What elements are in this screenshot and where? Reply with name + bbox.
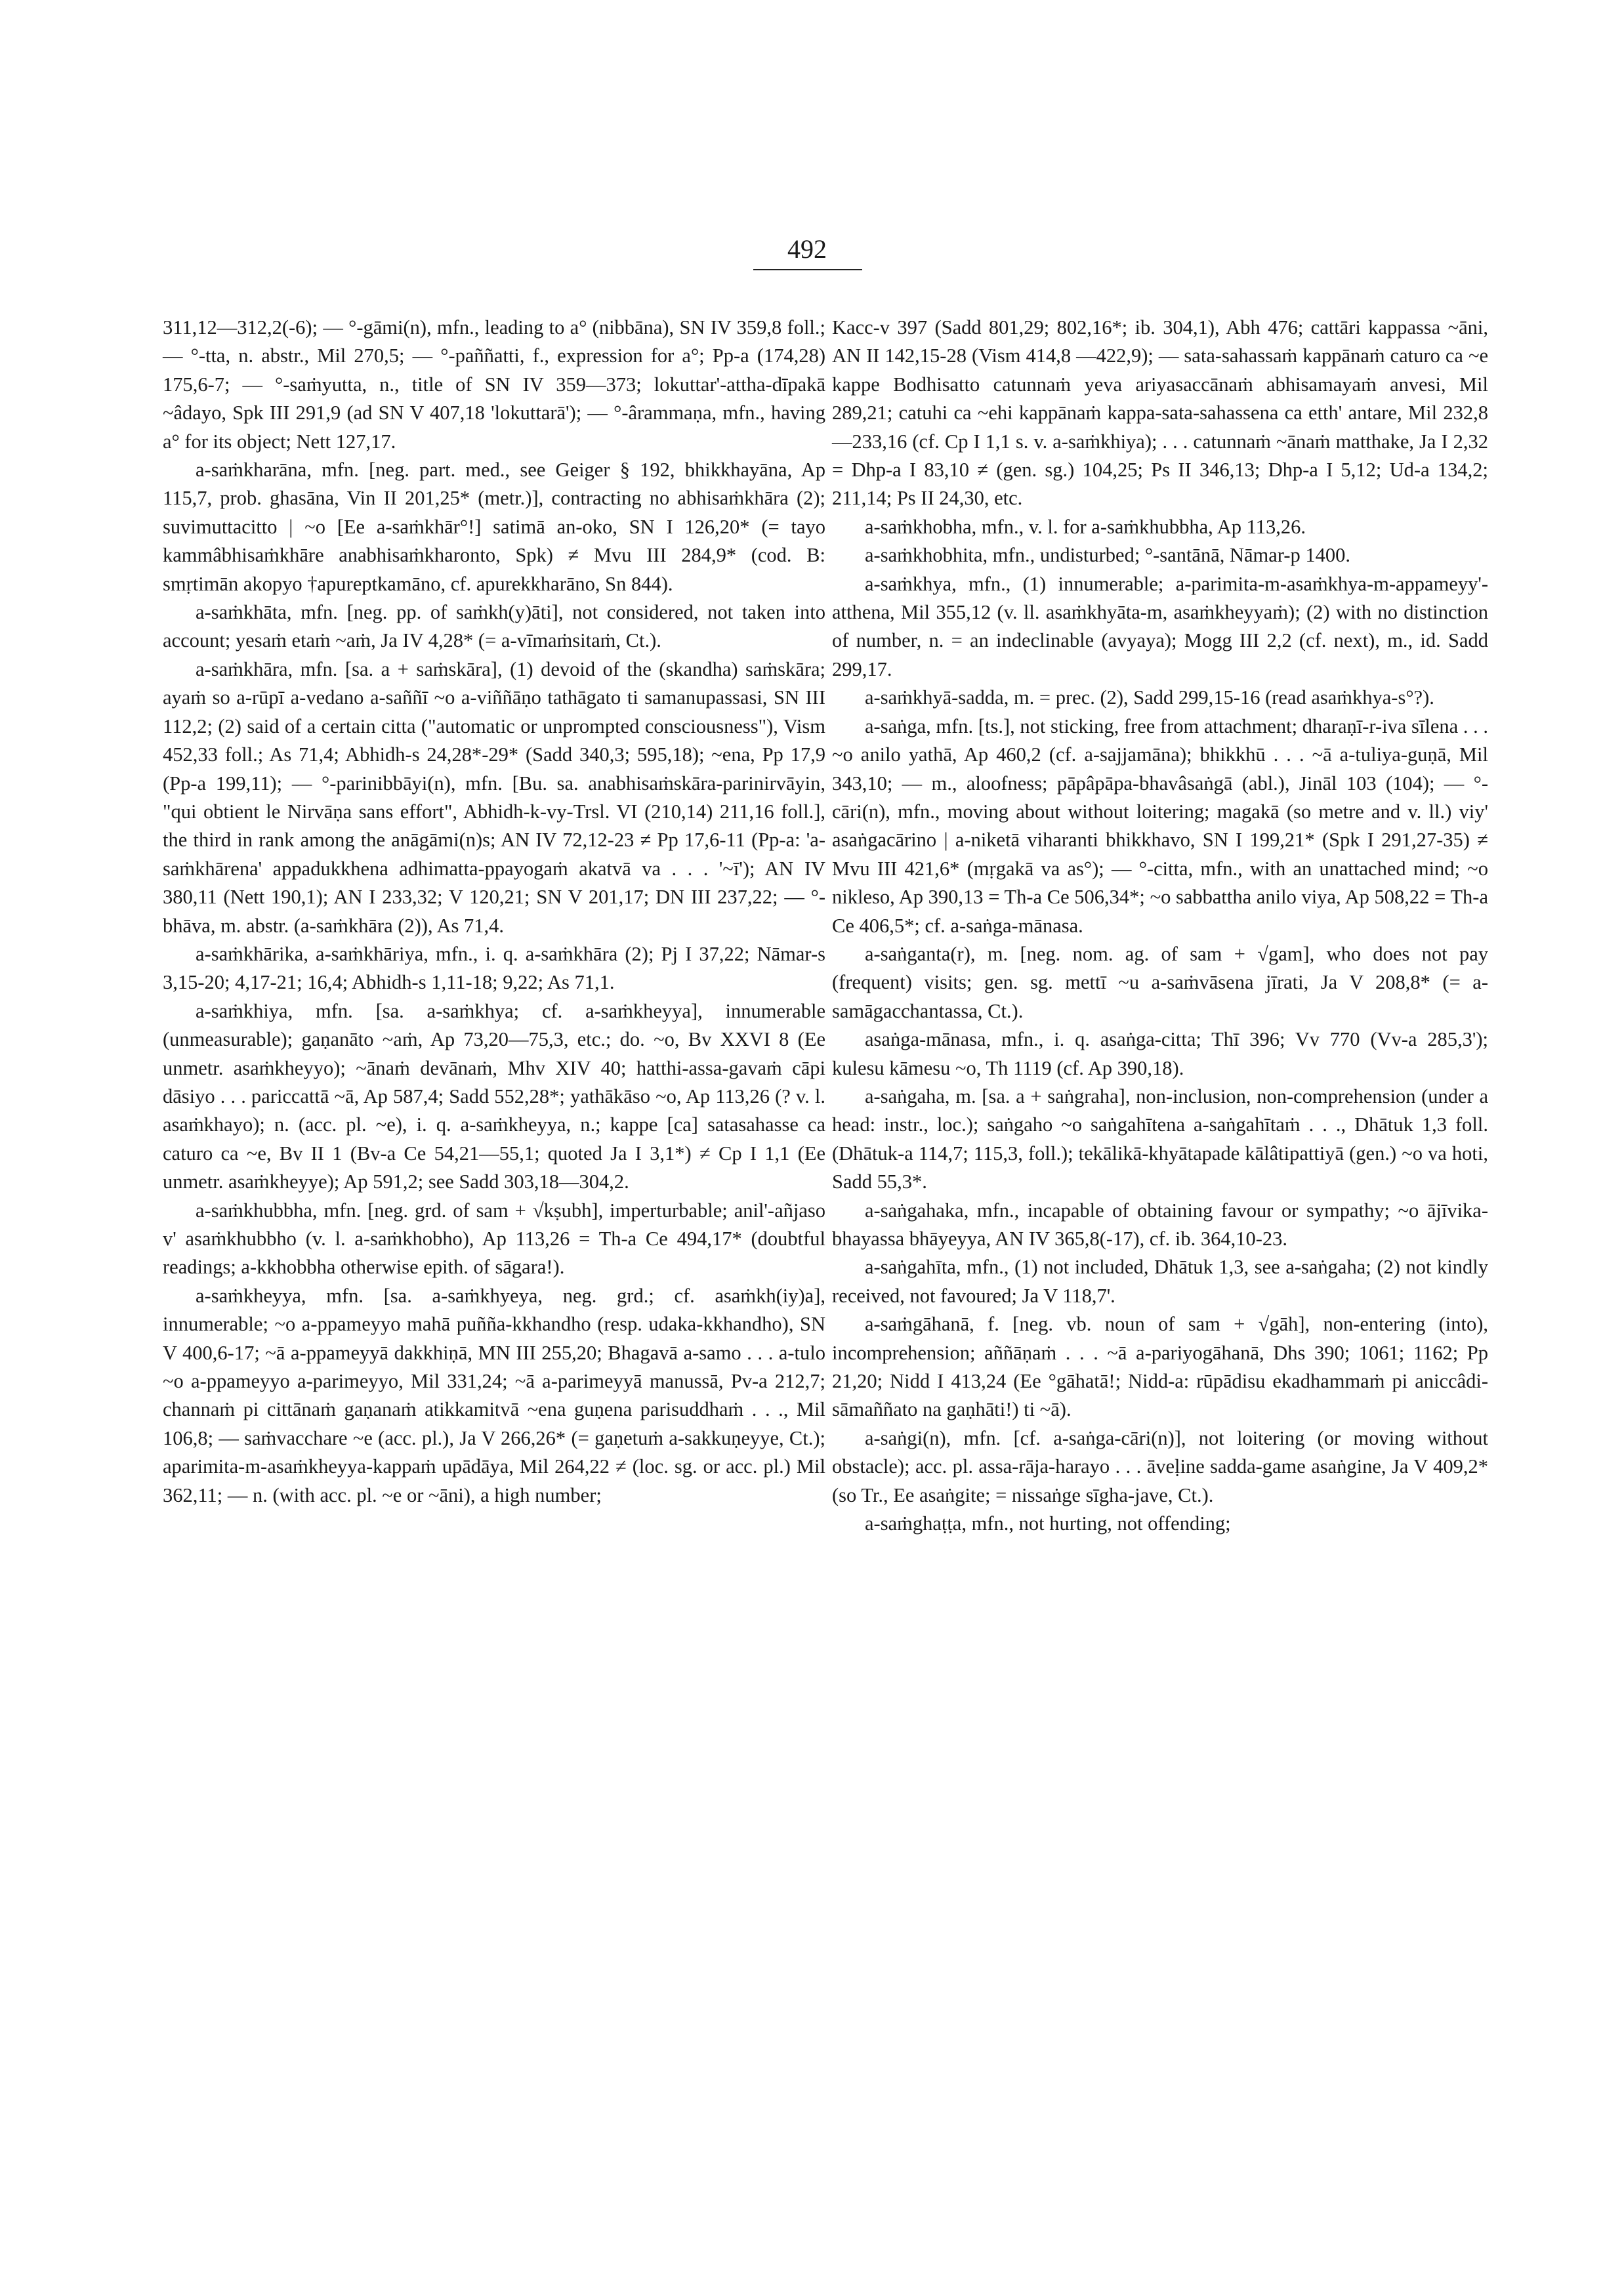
dictionary-entry: a-saṁgāhanā, f. [neg. vb. noun of sam + √gāh], non-entering (into), incomprehension; aññāṇaṁ . . . ~ā a-pariyogāhanā, Dhs 390; 1061; 1162; Pp 21,20; Nidd I 413,24 (Ee °gāhatā!; Nidd-a: rūpādisu ekadhammaṁ pi aniccâdi-sāmaññato na gaṇhāti!) ti ~ā).	[832, 1313, 1488, 1421]
left-column	[163, 314, 825, 1510]
dictionary-entry: a-saṁkhubbha, mfn. [neg. grd. of sam + √kṣubh], imperturbable; anil'-añjaso v' asaṁkhubbho (v. l. a-saṁkhobho), Ap 113,26 = Th-a Ce 494,17* (doubtful readings; a-kkhobbha otherwise epith. of sāgara!).	[163, 1199, 825, 1279]
dictionary-entry: a-saṁkhāta, mfn. [neg. pp. of saṁkh(y)āti], not considered, not taken into account; yesaṁ etaṁ ~aṁ, Ja IV 4,28* (= a-vīmaṁsitaṁ, Ct.).	[163, 601, 825, 652]
dictionary-entry: a-saṁkhobha, mfn., v. l. for a-saṁkhubbha, Ap 113,26.	[865, 515, 1306, 538]
dictionary-entry: a-saṁkhāra, mfn. [sa. a + saṁskāra], (1) devoid of the (skandha) saṁskāra; ayaṁ so a-rūpī a-vedano a-saññī ~o a-viññāṇo tathāgato ti samanupassasi, SN III 112,2; (2) said of a certain citta ("automatic or unprompted consciousness"), Vism 452,33 foll.; As 71,4; Abhidh-s 24,28*-29* (Sadd 340,3; 595,18); ~ena, Pp 17,9 (Pp-a 199,11); — °-parinibbāyi(n), mfn. [Bu. sa. anabhisaṁskāra-parinirvāyin, "qui obtient le Nirvāṇa sans effort", Abhidh-k-vy-Trsl. VI (210,14) 211,16 foll.], the third in rank among the anāgāmi(n)s; AN IV 72,12-23 ≠ Pp 17,6-11 (Pp-a: 'a-saṁkhārena' appadukkhena adhimatta-ppayogaṁ akatvā va . . . '~ī'); AN IV 380,11 (Nett 190,1); AN I 233,32; V 120,21; SN V 201,17; DN III 237,22; — °-bhāva, m. abstr. (a-saṁkhāra (2)), As 71,4.	[163, 657, 825, 937]
dictionary-entry: 311,12—312,2(-6); — °-gāmi(n), mfn., leading to a° (nibbāna), SN IV 359,8 foll.; — °-tta, n. abstr., Mil 270,5; — °-paññatti, f., expression for a°; Pp-a (174,28) 175,6-7; — °-saṁyutta, n., title of SN IV 359—373; lokuttar'-attha-dīpakā ~âdayo, Spk III 291,9 (ad SN V 407,18 'lokuttarā'); — °-ârammaṇa, mfn., having a° for its object; Nett 127,17.	[163, 316, 825, 453]
dictionary-entry: a-saṁghaṭṭa, mfn., not hurting, not offending;	[865, 1512, 1231, 1535]
dictionary-entry: a-saṁkheyya, mfn. [sa. a-saṁkhyeya, neg. grd.; cf. asaṁkh(iy)a], innumerable; ~o a-ppameyyo mahā puñña-kkhandho (resp. udaka-kkhandho), SN V 400,6-17; ~ā a-ppameyyā dakkhiṇā, MN III 255,20; Bhagavā a-samo . . . a-tulo ~o a-ppameyyo a-parimeyyo, Mil 331,24; ~ā a-parimeyyā manussā, Pv-a 212,7; channaṁ pi cittānaṁ gaṇanaṁ atikkamitvā ~ena guṇena parisuddhaṁ . . ., Mil 106,8; — saṁvacchare ~e (acc. pl.), Ja V 266,26* (= gaṇetuṁ a-sakkuṇeyye, Ct.); aparimita-m-asaṁkheyya-kappaṁ upādāya, Mil 264,22 ≠ (loc. sg. or acc. pl.) Mil 362,11; — n. (with acc. pl. ~e or ~āni), a high number;	[163, 1284, 825, 1506]
page-number: 492	[787, 234, 827, 264]
dictionary-entry: a-saṁkhya, mfn., (1) innumerable; a-parimita-m-asaṁkhya-m-appameyy'-atthena, Mil 355,12 (v. ll. asaṁkhyāta-m, asaṁkheyyaṁ); (2) with no distinction of number, n. = an indeclinable (avyaya); Mogg III 2,2 (cf. next), m., id. Sadd 299,17.	[832, 572, 1488, 680]
dictionary-entry: a-saṅga, mfn. [ts.], not sticking, free from attachment; dharaṇī-r-iva sīlena . . . ~o anilo yathā, Ap 460,2 (cf. a-sajjamāna); bhikkhū . . . ~ā a-tuliya-guṇā, Mil 343,10; — m., aloofness; pāpâpāpa-bhavâsaṅgā (abl.), Jināl 103 (104); — °-cāri(n), mfn., moving about without loitering; magakā (so metre and v. ll.) viy' asaṅgacārino | a-niketā viharanti bhikkhavo, SN I 199,21* (Spk I 291,27-35) ≠ Mvu III 421,6* (mṛgakā va as°); — °-citta, mfn., with an unattached mind; ~o nikleso, Ap 390,13 = Th-a Ce 506,34*; ~o sabbattha anilo viya, Ap 508,22 = Th-a Ce 406,5*; cf. a-saṅga-mānasa.	[832, 714, 1488, 937]
dictionary-entry: a-saṅgahaka, mfn., incapable of obtaining favour or sympathy; ~o ājīvika-bhayassa bhāyeyya, AN IV 365,8(-17), cf. ib. 364,10-23.	[832, 1199, 1488, 1250]
dictionary-entry: Kacc-v 397 (Sadd 801,29; 802,16*; ib. 304,1), Abh 476; cattāri kappassa ~āni, AN II 142,15-28 (Vism 414,8 —422,9); — sata-sahassaṁ kappānaṁ caturo ca ~e kappe Bodhisatto catunnaṁ yeva ariyasaccānaṁ abhisamayaṁ anvesi, Mil 289,21; catuhi ca ~ehi kappānaṁ kappa-sata-sahassena ca etth' antare, Mil 232,8—233,16 (cf. Cp I 1,1 s. v. a-saṁkhiya); . . . catunnaṁ ~ānaṁ matthake, Ja I 2,32 = Dhp-a I 83,10 ≠ (gen. sg.) 104,25; Ps II 346,13; Dhp-a I 5,12; Ud-a 134,2; 211,14; Ps II 24,30, etc.	[832, 316, 1488, 510]
right-column	[832, 314, 1488, 1538]
dictionary-entry: a-saṅganta(r), m. [neg. nom. ag. of sam + √gam], who does not pay (frequent) visits; gen. sg. mettī ~u a-saṁvāsena jīrati, Ja V 208,8* (= a-samāgacchantassa, Ct.).	[832, 942, 1488, 1022]
dictionary-entry: asaṅga-mānasa, mfn., i. q. asaṅga-citta; Thī 396; Vv 770 (Vv-a 285,3'); kulesu kāmesu ~o, Th 1119 (cf. Ap 390,18).	[832, 1028, 1488, 1079]
dictionary-entry: a-saṅgahīta, mfn., (1) not included, Dhātuk 1,3, see a-saṅgaha; (2) not kindly received, not favoured; Ja V 118,7'.	[832, 1256, 1488, 1307]
dictionary-entry: a-saṁkhyā-sadda, m. = prec. (2), Sadd 299,15-16 (read asaṁkhya-s°?).	[865, 686, 1434, 709]
dictionary-entry: a-saṁkhārika, a-saṁkhāriya, mfn., i. q. a-saṁkhāra (2); Pj I 37,22; Nāmar-s 3,15-20; 4,17-21; 16,4; Abhidh-s 1,11-18; 9,22; As 71,1.	[163, 942, 825, 994]
dictionary-entry: a-saṅgaha, m. [sa. a + saṅgraha], non-inclusion, non-comprehension (under a head: instr., loc.); saṅgaho ~o saṅgahītena a-saṅgahītaṁ . . ., Dhātuk 1,3 foll. (Dhātuk-a 114,7; 115,3, foll.); tekālikā-khyātapade kālâtipattiyā (gen.) ~o va hoti, Sadd 55,3*.	[832, 1085, 1488, 1193]
dictionary-entry: a-saṁkharāna, mfn. [neg. part. med., see Geiger § 192, bhikkhayāna, Ap 115,7, prob. ghasāna, Vin II 201,25* (metr.)], contracting no abhisaṁkhāra (2); suvimuttacitto | ~o [Ee a-saṁkhār°!] satimā an-oko, SN I 126,20* (= tayo kammâbhisaṁkhāre anabhisaṁkharonto, Spk) ≠ Mvu III 284,9* (cod. B: smṛtimān akopyo †apureptkamāno, cf. apurekkharāno, Sn 844).	[163, 459, 825, 595]
header-rule	[753, 269, 862, 270]
dictionary-entry: a-saṁkhobhita, mfn., undisturbed; °-santānā, Nāmar-p 1400.	[865, 544, 1351, 567]
dictionary-entry: a-saṅgi(n), mfn. [cf. a-saṅga-cāri(n)], not loitering (or moving without obstacle); acc. pl. assa-rāja-harayo . . . āveḷine sadda-game asaṅgine, Ja V 409,2* (so Tr., Ee asaṅgite; = nissaṅge sīgha-jave, Ct.).	[832, 1426, 1488, 1506]
dictionary-entry: a-saṁkhiya, mfn. [sa. a-saṁkhya; cf. a-saṁkheyya], innumerable (unmeasurable); gaṇanāto ~aṁ, Ap 73,20—75,3, etc.; do. ~o, Bv XXVI 8 (Ee unmetr. asaṁkheyyo); ~ānaṁ devānaṁ, Mhv XIV 40; hatthi-assa-gavaṁ cāpi dāsiyo . . . pariccattā ~ā, Ap 587,4; Sadd 552,28*; yathākāso ~o, Ap 113,26 (? v. l. asaṁkhayo); n. (acc. pl. ~e), i. q. a-saṁkheyya, n.; kappe [ca] satasahasse ca caturo ca ~e, Bv II 1 (Bv-a Ce 54,21—55,1; quoted Ja I 3,1*) ≠ Cp I 1,1 (Ee unmetr. asaṁkheyye); Ap 591,2; see Sadd 303,18—304,2.	[163, 999, 825, 1193]
